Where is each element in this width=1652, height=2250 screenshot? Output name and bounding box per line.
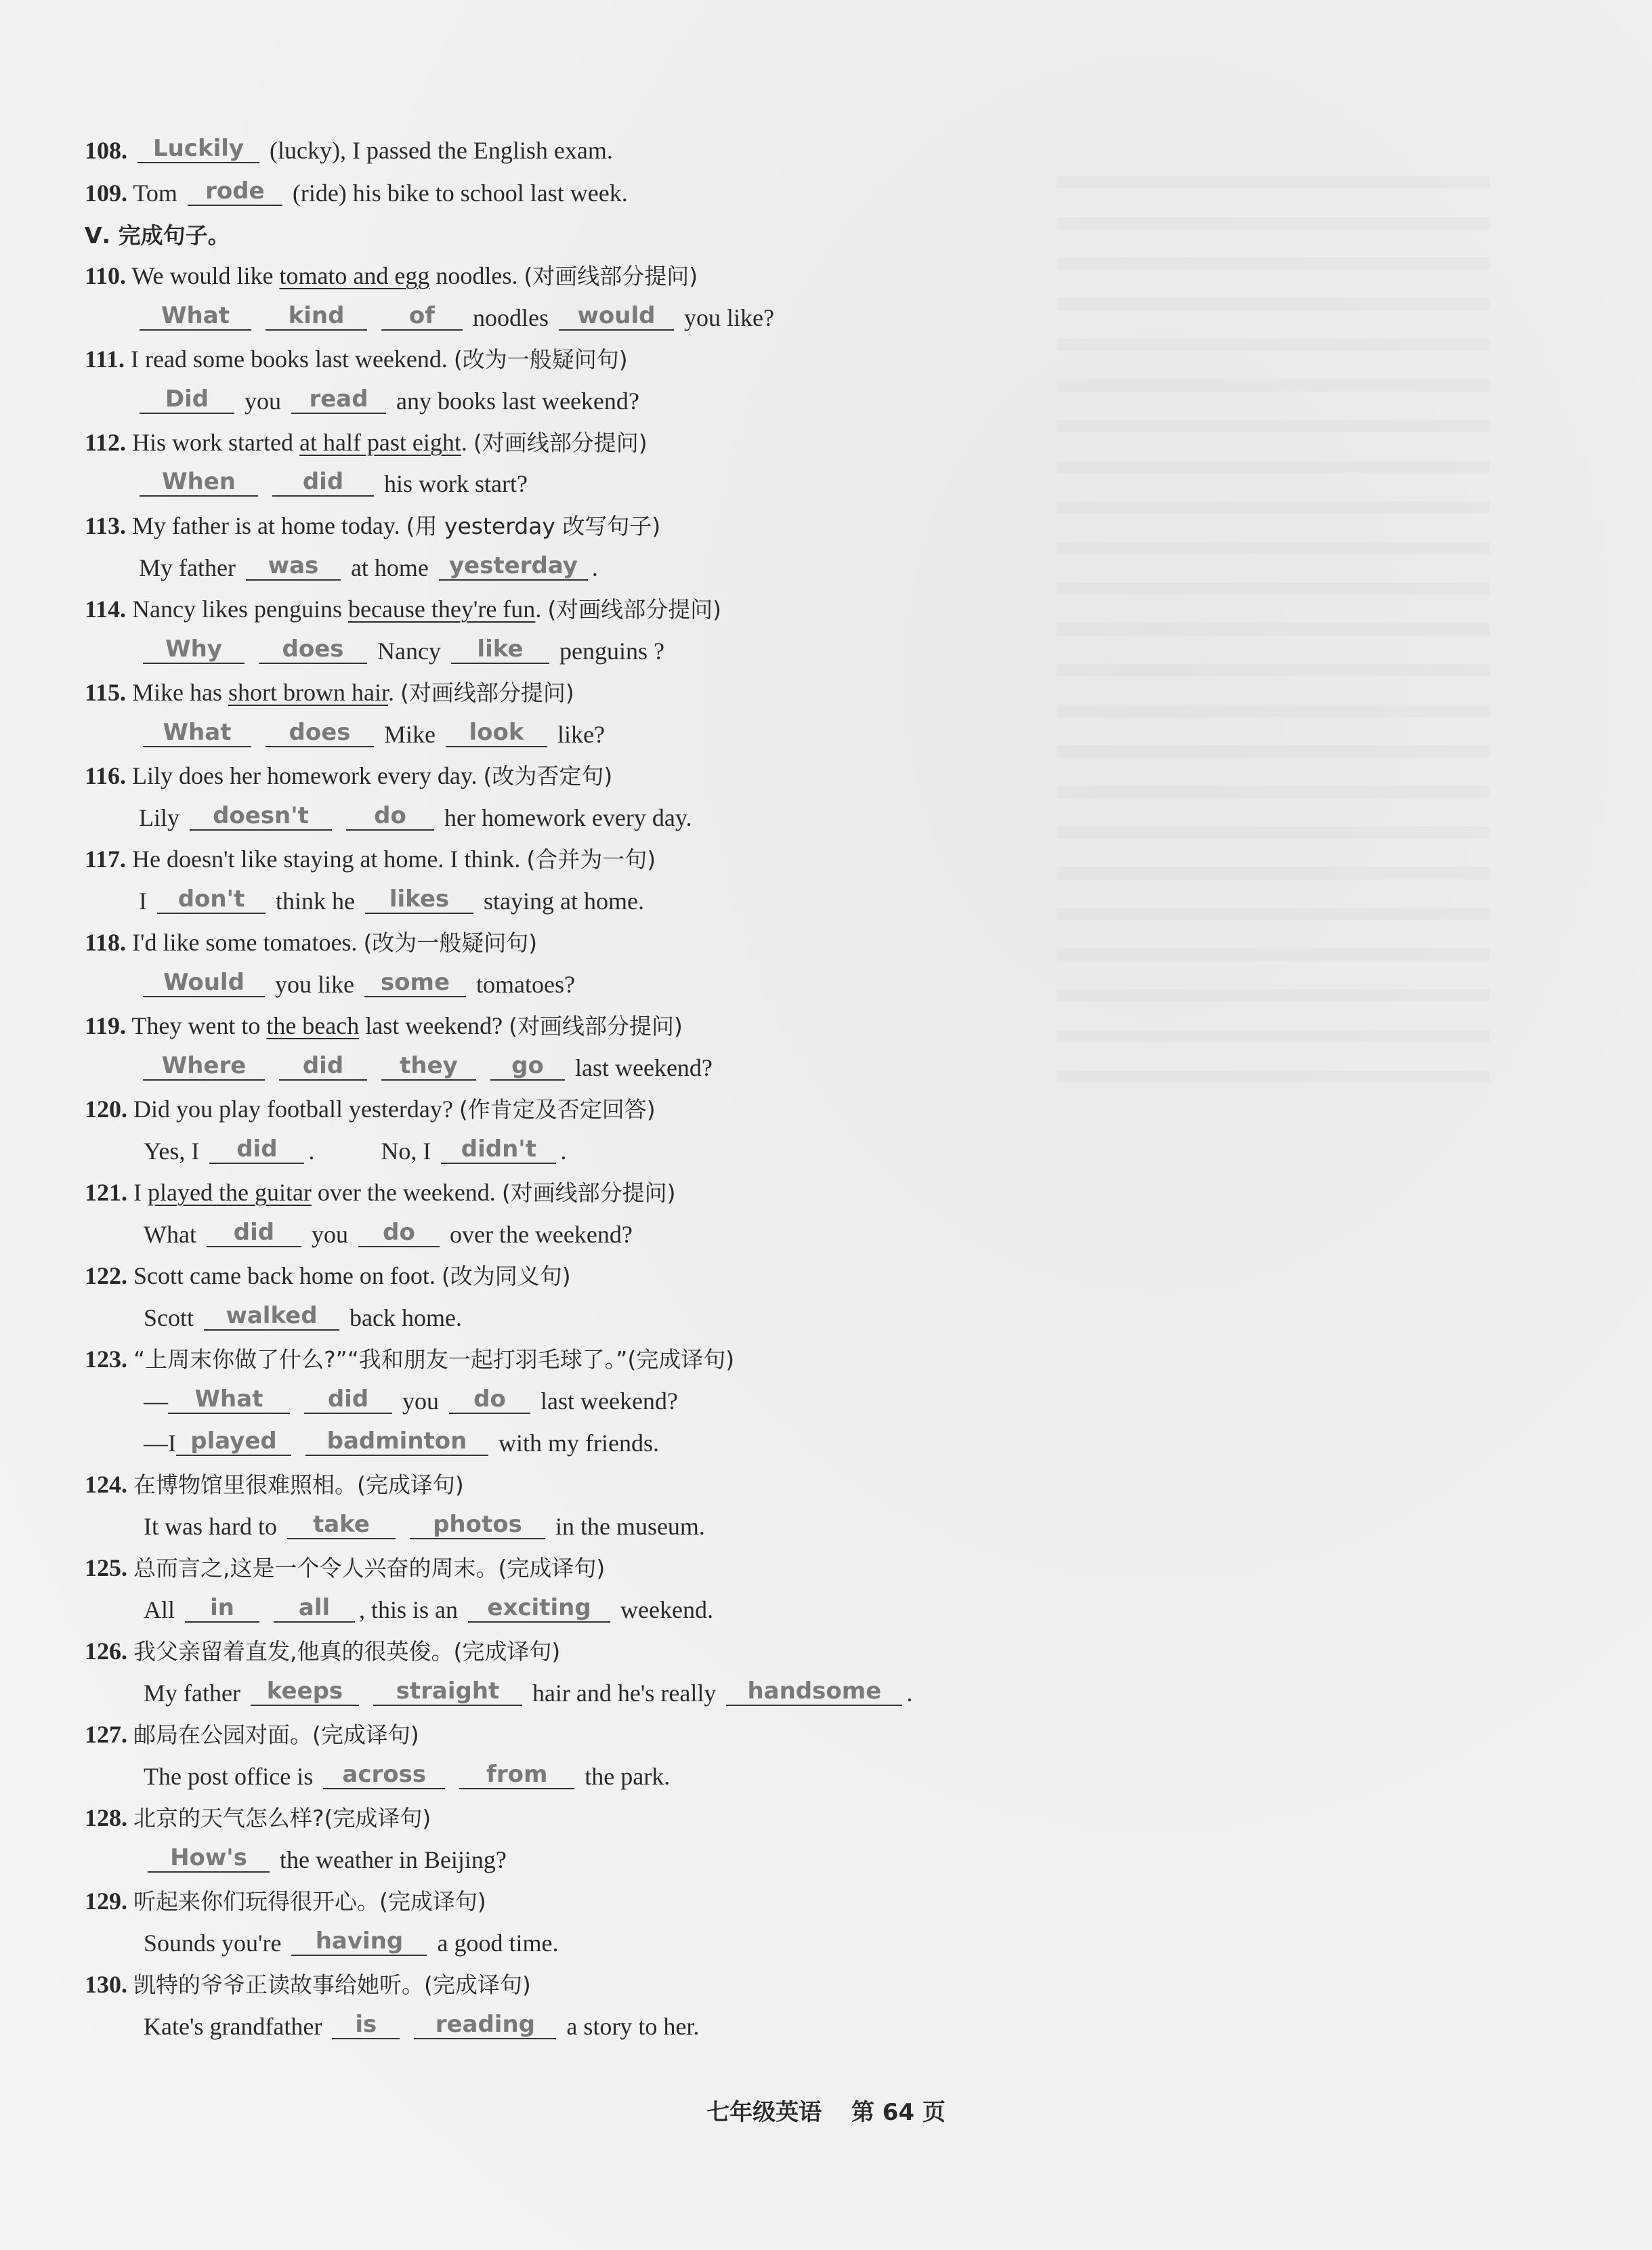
instruction: 在博物馆里很难照相。(完成译句)	[133, 1472, 464, 1498]
answer-blank: When	[140, 470, 258, 497]
question-text: (ride) his bike to school last week.	[292, 180, 628, 207]
q122-line	[85, 1261, 571, 1291]
answer-blank: does	[259, 637, 367, 664]
answer-blank: yesterday	[439, 554, 588, 581]
q113-line	[85, 511, 660, 541]
answer-text: his work start?	[384, 470, 528, 497]
question-number: 109.	[85, 180, 127, 207]
q120-answer-line	[144, 1136, 566, 1166]
answer-blank: do	[346, 804, 434, 831]
answer-blank: was	[246, 554, 341, 581]
answer-text: weekend.	[620, 1596, 713, 1623]
answer-text: .	[308, 1138, 315, 1165]
question-number: 123.	[85, 1346, 127, 1373]
instruction: (对画线部分提问)	[547, 596, 722, 623]
answer-text: Mike	[384, 721, 436, 748]
instruction: 我父亲留着直发,他真的很英俊。(完成译句)	[133, 1638, 561, 1665]
instruction: (改为同义句)	[441, 1263, 571, 1289]
question-text: Tom	[133, 180, 177, 207]
q123-answer-line-1	[144, 1386, 678, 1416]
question-number: 114.	[85, 596, 127, 623]
question-text: noodles.	[436, 262, 518, 289]
answer-blank: rode	[188, 179, 282, 206]
answer-text: like?	[557, 721, 605, 748]
answer-blank: didn't	[441, 1137, 556, 1164]
answer-blank: did	[304, 1387, 392, 1414]
q125-line	[85, 1553, 605, 1583]
answer-blank: did	[209, 1137, 304, 1164]
q118-answer-line	[139, 970, 575, 999]
instruction: (对画线部分提问)	[501, 1180, 676, 1206]
question-text: Did you play football yesterday?	[133, 1096, 453, 1123]
question-text: .	[461, 429, 467, 456]
question-number: 116.	[85, 762, 127, 789]
answer-text: hair and he's really	[532, 1680, 717, 1707]
q110-line	[85, 261, 698, 291]
answer-blank: did	[279, 1054, 367, 1081]
question-text: Nancy likes penguins	[132, 596, 342, 623]
answer-text: The post office is	[144, 1763, 314, 1790]
question-number: 119.	[85, 1012, 127, 1039]
question-text: .	[535, 596, 542, 623]
answer-blank: exciting	[468, 1596, 610, 1623]
answer-blank: What	[143, 720, 251, 747]
question-number: 115.	[85, 679, 127, 706]
answer-text: with my friends.	[499, 1430, 659, 1457]
answer-text: you	[311, 1221, 348, 1248]
answer-text: Sounds you're	[144, 1930, 282, 1957]
question-number: 118.	[85, 929, 127, 956]
question-number: 113.	[85, 512, 127, 539]
question-number: 124.	[85, 1471, 127, 1498]
answer-text: All	[144, 1596, 175, 1623]
question-text: I	[133, 1179, 142, 1206]
answer-blank: handsome	[726, 1679, 902, 1706]
q115-answer-line	[139, 720, 605, 749]
instruction: 北京的天气怎么样?(完成译句)	[133, 1805, 431, 1831]
instruction: 总而言之,这是一个令人兴奋的周末。(完成译句)	[133, 1555, 606, 1581]
question-number: 112.	[85, 429, 127, 456]
answer-blank: from	[459, 1762, 574, 1789]
answer-blank: would	[559, 304, 674, 331]
answer-text: Nancy	[377, 638, 441, 665]
answer-text: Scott	[144, 1304, 194, 1331]
q130-answer-line	[144, 2012, 699, 2041]
answer-text: think he	[276, 888, 355, 915]
answer-text: you like?	[684, 304, 774, 331]
answer-blank: is	[332, 2012, 400, 2039]
question-number: 129.	[85, 1888, 127, 1915]
q116-line	[85, 761, 612, 791]
answer-text: My father	[139, 554, 236, 581]
footer-subject: 七年级英语	[706, 2099, 822, 2126]
instruction: (改为一般疑问句)	[453, 346, 628, 373]
answer-text: What	[144, 1221, 196, 1248]
question-text: (lucky), I passed the English exam.	[270, 137, 613, 164]
answer-blank: straight	[373, 1679, 522, 1706]
answer-blank: likes	[365, 887, 473, 914]
answer-text: last weekend?	[575, 1054, 713, 1081]
answer-text: , this is an	[359, 1596, 459, 1623]
answer-text: My father	[144, 1680, 240, 1707]
section-heading: Ⅴ. 完成句子。	[85, 222, 230, 249]
answer-blank: does	[266, 720, 374, 747]
underlined-text: at half past eight	[299, 429, 461, 456]
question-text: Lily does her homework every day.	[132, 762, 478, 789]
answer-text: the park.	[585, 1763, 671, 1790]
question-text: I'd like some tomatoes.	[132, 929, 358, 956]
instruction: (改为否定句)	[483, 763, 613, 789]
answer-text: her homework every day.	[444, 804, 692, 831]
answer-blank: did	[272, 470, 374, 497]
instruction: (合并为一句)	[526, 846, 656, 873]
q124-line	[85, 1470, 464, 1499]
question-number: 108.	[85, 137, 127, 164]
q114-line	[85, 594, 721, 624]
question-text: We would like	[131, 262, 274, 289]
question-number: 122.	[85, 1262, 127, 1289]
answer-text: back home.	[350, 1304, 462, 1331]
answer-blank: like	[451, 637, 549, 664]
question-text: I read some books last weekend.	[131, 346, 448, 373]
instruction: (对画线部分提问)	[473, 430, 648, 456]
q123-answer-line-2	[144, 1428, 659, 1458]
underlined-text: the beach	[266, 1012, 360, 1039]
answer-text: —	[144, 1388, 168, 1415]
answer-blank: having	[291, 1929, 427, 1956]
answer-blank: How's	[148, 1846, 270, 1873]
answer-blank: Where	[143, 1054, 265, 1081]
q116-answer-line	[139, 803, 692, 833]
answer-blank: kind	[266, 304, 367, 331]
q126-answer-line	[144, 1678, 912, 1708]
question-text: Mike has	[132, 679, 222, 706]
question-text: over the weekend.	[317, 1179, 496, 1206]
answer-blank: Luckily	[137, 136, 259, 163]
question-number: 111.	[85, 346, 125, 373]
instruction: (作肯定及否定回答)	[459, 1096, 656, 1123]
question-number: 126.	[85, 1638, 127, 1665]
section-heading-line	[85, 220, 230, 250]
instruction: (改为一般疑问句)	[363, 930, 538, 956]
answer-text: Yes, I	[144, 1138, 200, 1165]
instruction: “上周末你做了什么?”“我和朋友一起打羽毛球了。”(完成译句)	[133, 1346, 735, 1373]
answer-blank: of	[381, 304, 463, 331]
question-number: 125.	[85, 1554, 127, 1581]
q130-line	[85, 1970, 531, 1999]
question-text: His work started	[132, 429, 293, 456]
answer-blank: all	[274, 1596, 355, 1623]
q127-line	[85, 1720, 419, 1749]
question-number: 120.	[85, 1096, 127, 1123]
instruction: (用 yesterday 改写句子)	[406, 513, 661, 539]
answer-text: you	[402, 1388, 439, 1415]
answer-blank: doesn't	[190, 804, 332, 831]
answer-text: last weekend?	[541, 1388, 678, 1415]
q128-line	[85, 1803, 431, 1833]
answer-blank: keeps	[251, 1679, 359, 1706]
question-text: last weekend?	[365, 1012, 503, 1039]
underlined-text: short brown hair	[228, 679, 388, 706]
instruction: (对画线部分提问)	[524, 263, 698, 289]
page-number: 第 64 页	[851, 2099, 946, 2126]
answer-text: .	[591, 554, 598, 581]
answer-blank: in	[185, 1596, 259, 1623]
answer-blank: don't	[157, 887, 266, 914]
answer-blank: do	[449, 1387, 530, 1414]
answer-text: you like	[275, 971, 354, 998]
q108-line	[85, 136, 613, 165]
instruction: 凯特的爷爷正读故事给她听。(完成译句)	[133, 1972, 531, 1998]
q110-answer-line	[135, 303, 774, 333]
answer-text: over the weekend?	[449, 1221, 633, 1248]
question-number: 110.	[85, 262, 127, 289]
answer-text: It was hard to	[144, 1513, 277, 1540]
q109-line	[85, 178, 628, 208]
answer-text: staying at home.	[483, 888, 644, 915]
q121-answer-line	[144, 1220, 633, 1249]
answer-text: —I	[144, 1430, 176, 1457]
answer-blank: Did	[140, 387, 234, 414]
q117-answer-line	[139, 886, 644, 916]
answer-text: a story to her.	[566, 2013, 700, 2040]
q129-answer-line	[144, 1928, 558, 1958]
question-text: .	[387, 679, 394, 706]
q126-line	[85, 1636, 560, 1666]
answer-blank: played	[176, 1429, 291, 1456]
question-number: 121.	[85, 1179, 127, 1206]
q113-answer-line	[139, 553, 598, 583]
answer-blank: badminton	[305, 1429, 488, 1456]
question-text: Scott came back home on foot.	[133, 1262, 436, 1289]
answer-text: at home	[350, 554, 429, 581]
answer-blank: take	[287, 1512, 396, 1539]
answer-blank: some	[364, 970, 466, 997]
answer-blank: across	[323, 1762, 445, 1789]
q123-line	[85, 1344, 734, 1374]
answer-text: in the museum.	[555, 1513, 705, 1540]
q125-answer-line	[144, 1595, 713, 1625]
answer-text: Lily	[139, 804, 179, 831]
q121-line	[85, 1178, 676, 1207]
underlined-text: tomato and egg	[279, 262, 430, 289]
answer-text: .	[906, 1680, 913, 1707]
answer-blank: reading	[414, 2012, 556, 2039]
bleed-through-text	[1057, 176, 1490, 1091]
answer-blank: What	[140, 304, 251, 331]
answer-blank: did	[207, 1220, 301, 1247]
q115-line	[85, 678, 574, 707]
answer-blank: Why	[143, 637, 245, 664]
answer-blank: What	[168, 1387, 290, 1414]
answer-blank: Would	[143, 970, 265, 997]
answer-text: .	[560, 1138, 567, 1165]
q122-answer-line	[144, 1303, 462, 1333]
instruction: (对画线部分提问)	[509, 1013, 683, 1039]
q114-answer-line	[139, 636, 664, 666]
answer-text: a good time.	[437, 1930, 559, 1957]
answer-blank: do	[358, 1220, 440, 1247]
q118-line	[85, 928, 537, 957]
answer-text: tomatoes?	[475, 971, 575, 998]
question-text: My father is at home today.	[132, 512, 400, 539]
q119-answer-line	[139, 1053, 713, 1083]
answer-text: noodles	[473, 304, 549, 331]
instruction: 听起来你们玩得很开心。(完成译句)	[133, 1888, 486, 1915]
underlined-text: played the guitar	[148, 1179, 312, 1206]
answer-text: any books last weekend?	[396, 388, 639, 415]
q129-line	[85, 1886, 486, 1916]
answer-text: I	[139, 888, 147, 915]
answer-text: penguins ?	[559, 638, 664, 665]
instruction: 邮局在公园对面。(完成译句)	[133, 1722, 419, 1748]
q128-answer-line	[144, 1845, 507, 1875]
q111-line	[85, 344, 628, 374]
answer-blank: they	[381, 1054, 476, 1081]
q112-line	[85, 428, 648, 457]
answer-blank: read	[291, 387, 386, 414]
answer-blank: photos	[410, 1512, 545, 1539]
page-footer	[0, 2093, 1652, 2127]
answer-text: No, I	[381, 1138, 431, 1165]
q124-answer-line	[144, 1512, 705, 1541]
underlined-text: because they're fun	[347, 596, 536, 623]
answer-text: the weather in Beijing?	[280, 1846, 507, 1873]
question-number: 117.	[85, 846, 127, 873]
question-text: He doesn't like staying at home. I think.	[132, 846, 521, 873]
question-number: 130.	[85, 1971, 127, 1998]
question-number: 127.	[85, 1721, 127, 1748]
answer-blank: look	[446, 720, 547, 747]
q111-answer-line	[135, 386, 639, 416]
question-text: They went to	[131, 1012, 261, 1039]
instruction: (对画线部分提问)	[400, 680, 574, 706]
answer-text: you	[245, 388, 281, 415]
q120-line	[85, 1094, 656, 1124]
answer-text: Kate's grandfather	[144, 2013, 322, 2040]
q119-line	[85, 1011, 683, 1041]
q112-answer-line	[135, 469, 528, 499]
answer-blank: go	[490, 1054, 565, 1081]
q117-line	[85, 844, 656, 874]
answer-blank: walked	[204, 1304, 339, 1331]
question-number: 128.	[85, 1804, 127, 1831]
q127-answer-line	[144, 1762, 670, 1791]
